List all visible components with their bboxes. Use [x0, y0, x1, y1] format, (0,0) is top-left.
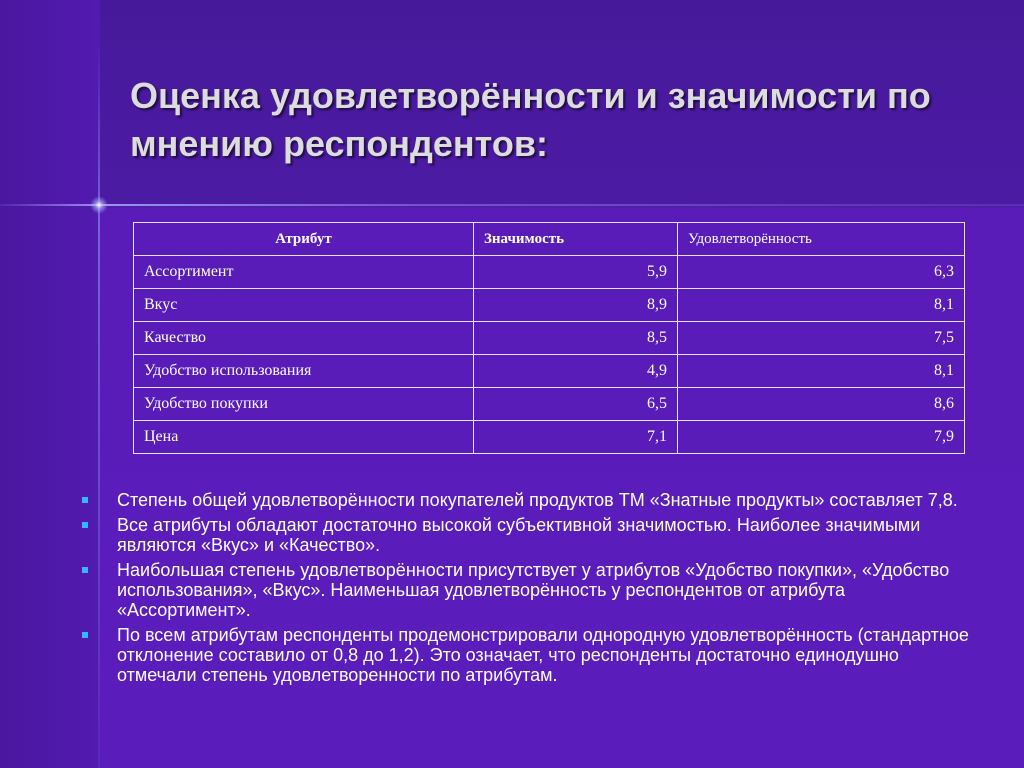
- attribute-cell: Вкус: [134, 289, 474, 322]
- satisfaction-cell: 8,1: [678, 289, 965, 322]
- list-item-text: Все атрибуты обладают достаточно высокой субъективной значимостью. Наиболее значимыми являются «Вкус» и «Качество».: [117, 515, 921, 555]
- header-satisfaction: Удовлетворённость: [678, 223, 965, 256]
- satisfaction-cell: 7,5: [678, 322, 965, 355]
- satisfaction-cell: 8,6: [678, 388, 965, 421]
- importance-cell: 5,9: [474, 256, 678, 289]
- attribute-cell: Удобство покупки: [134, 388, 474, 421]
- list-item: [80, 515, 980, 555]
- importance-cell: 8,5: [474, 322, 678, 355]
- list-item-text: Степень общей удовлетворённости покупателей продуктов ТМ «Знатные продукты» составляет 7,8.: [117, 490, 958, 510]
- table-row: [134, 421, 965, 454]
- list-item-text: По всем атрибутам респонденты продемонстрировали однородную удовлетворённость (стандартное отклонение составило от 0,8 до 1,2). Это означает, что респонденты достаточно единодушно отмечали степень удовлетворенности по атрибутам.: [117, 625, 969, 685]
- header-importance: Значимость: [474, 223, 678, 256]
- list-item: [80, 560, 980, 620]
- attribute-cell: Цена: [134, 421, 474, 454]
- satisfaction-cell: 8,1: [678, 355, 965, 388]
- table-row: [134, 322, 965, 355]
- table-row: [134, 355, 965, 388]
- importance-cell: 6,5: [474, 388, 678, 421]
- attribute-cell: Качество: [134, 322, 474, 355]
- header-attribute: Атрибут: [134, 223, 474, 256]
- attributes-table: [133, 222, 965, 454]
- slide-title: Оценка удовлетворённости и значимости по мнению респондентов:: [130, 75, 931, 164]
- table-row: [134, 256, 965, 289]
- square-bullet-icon: [82, 567, 88, 573]
- importance-cell: 4,9: [474, 355, 678, 388]
- list-item: [80, 625, 980, 685]
- importance-cell: 8,9: [474, 289, 678, 322]
- list-item: [80, 490, 980, 510]
- square-bullet-icon: [82, 632, 88, 638]
- satisfaction-cell: 6,3: [678, 256, 965, 289]
- table-row: [134, 289, 965, 322]
- table-header-row: [134, 223, 965, 256]
- table-row: [134, 388, 965, 421]
- satisfaction-cell: 7,9: [678, 421, 965, 454]
- attribute-cell: Удобство использования: [134, 355, 474, 388]
- square-bullet-icon: [82, 497, 88, 503]
- list-item-text: Наибольшая степень удовлетворённости присутствует у атрибутов «Удобство покупки», «Удобство использования», «Вкус». Наименьшая удовлетворённость у респондентов от атрибута «Ассортимент».: [117, 560, 950, 620]
- sparkle-icon: [90, 196, 108, 214]
- findings-list: [80, 490, 980, 690]
- attribute-cell: Ассортимент: [134, 256, 474, 289]
- importance-cell: 7,1: [474, 421, 678, 454]
- square-bullet-icon: [82, 522, 88, 528]
- horizontal-decor-line: [0, 204, 1024, 206]
